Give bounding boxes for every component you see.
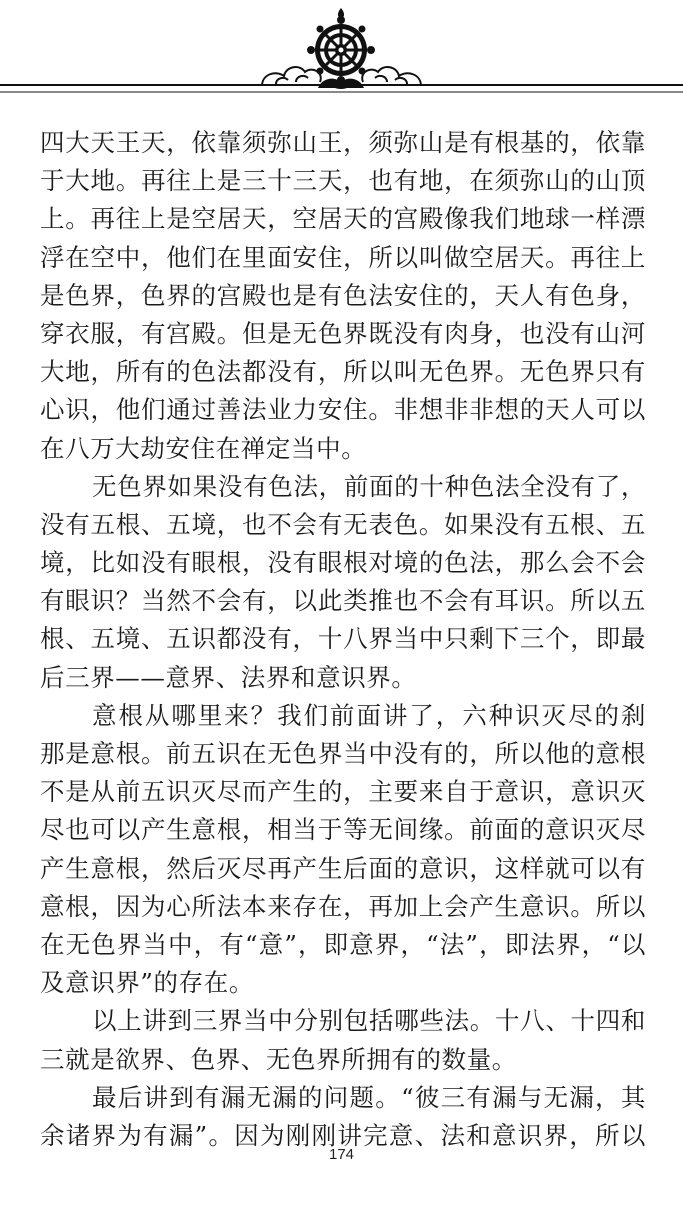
text-line: 四大天王天，依靠须弥山王，须弥山是有根基的，依靠 (40, 128, 646, 157)
text-line: 浮在空中，他们在里面安住，所以叫做空居天。再往上 (40, 242, 646, 272)
text-line: 产生意根，然后灭尽再产生后面的意识，这样就可以有 (40, 853, 646, 883)
text-line: 及意识界”的存在。 (40, 968, 254, 998)
paragraph-2 (40, 468, 646, 697)
text-line: 最后讲到有漏无漏的问题。“彼三有漏与无漏，其 (92, 1082, 646, 1112)
text-line: 三就是欲界、色界、无色界所拥有的数量。 (40, 1044, 517, 1074)
text-line: 上。再往上是空居天，空居天的宫殿像我们地球一样漂 (40, 204, 646, 234)
text-line: 无色界如果没有色法，前面的十种色法全没有了， (92, 471, 646, 501)
text-line: 于大地。再往上是三十三天，也有地，在须弥山的山顶 (40, 166, 646, 196)
paragraph-4 (40, 1002, 646, 1078)
text-line: 没有五根、五境，也不会有无表色。如果没有五根、五 (40, 509, 646, 539)
dharma-wheel-icon (307, 8, 375, 84)
text-line: 尽也可以产生意根，相当于等无间缘。前面的意识灭尽 (40, 815, 646, 845)
text-line: 有眼识？当然不会有，以此类推也不会有耳识。所以五 (40, 586, 646, 616)
page-number: 174 (328, 1146, 355, 1163)
text-line: 意根，因为心所法本来存在，再加上会产生意识。所以 (40, 891, 646, 921)
decorative-divider (0, 0, 683, 110)
paragraph-5 (40, 1079, 646, 1155)
text-line: 不是从前五识灭尽而产生的，主要来自于意识，意识灭 (40, 777, 646, 807)
cloud-ornament-left (262, 67, 321, 86)
text-line: 境，比如没有眼根，没有眼根对境的色法，那么会不会 (40, 548, 646, 578)
text-line: 大地，所有的色法都没有，所以叫无色界。无色界只有 (40, 357, 646, 387)
text-line: 余诸界为有漏”。因为刚刚讲完意、法和意识界，所以 (40, 1120, 646, 1150)
paragraph-1 (40, 124, 646, 468)
text-line: 后三界——意界、法界和意识界。 (40, 662, 417, 692)
cloud-ornament-right (362, 67, 421, 86)
text-line: 在无色界当中，有“意”，即意界，“法”，即法界，“以 (40, 929, 646, 959)
paragraph-3 (40, 697, 646, 1003)
text-line: 心识，他们通过善法业力安住。非想非非想的天人可以 (40, 395, 646, 425)
text-line: 是色界，色界的宫殿也是有色法安住的，天人有色身， (40, 280, 646, 310)
text-line: 以上讲到三界当中分别包括哪些法。十八、十四和 (92, 1006, 646, 1036)
text-line: 意根从哪里来？我们前面讲了，六种识灭尽的刹 (92, 700, 646, 730)
text-line: 在八万大劫安住在禅定当中。 (40, 433, 367, 463)
text-line: 那是意根。前五识在无色界当中没有的，所以他的意根 (40, 739, 646, 768)
page-header-ornament (0, 0, 683, 110)
body-text (40, 124, 646, 1155)
text-line: 穿衣服，有宫殿。但是无色界既没有肉身，也没有山河 (40, 318, 646, 348)
text-line: 根、五境、五识都没有，十八界当中只剩下三个，即最 (40, 624, 646, 654)
